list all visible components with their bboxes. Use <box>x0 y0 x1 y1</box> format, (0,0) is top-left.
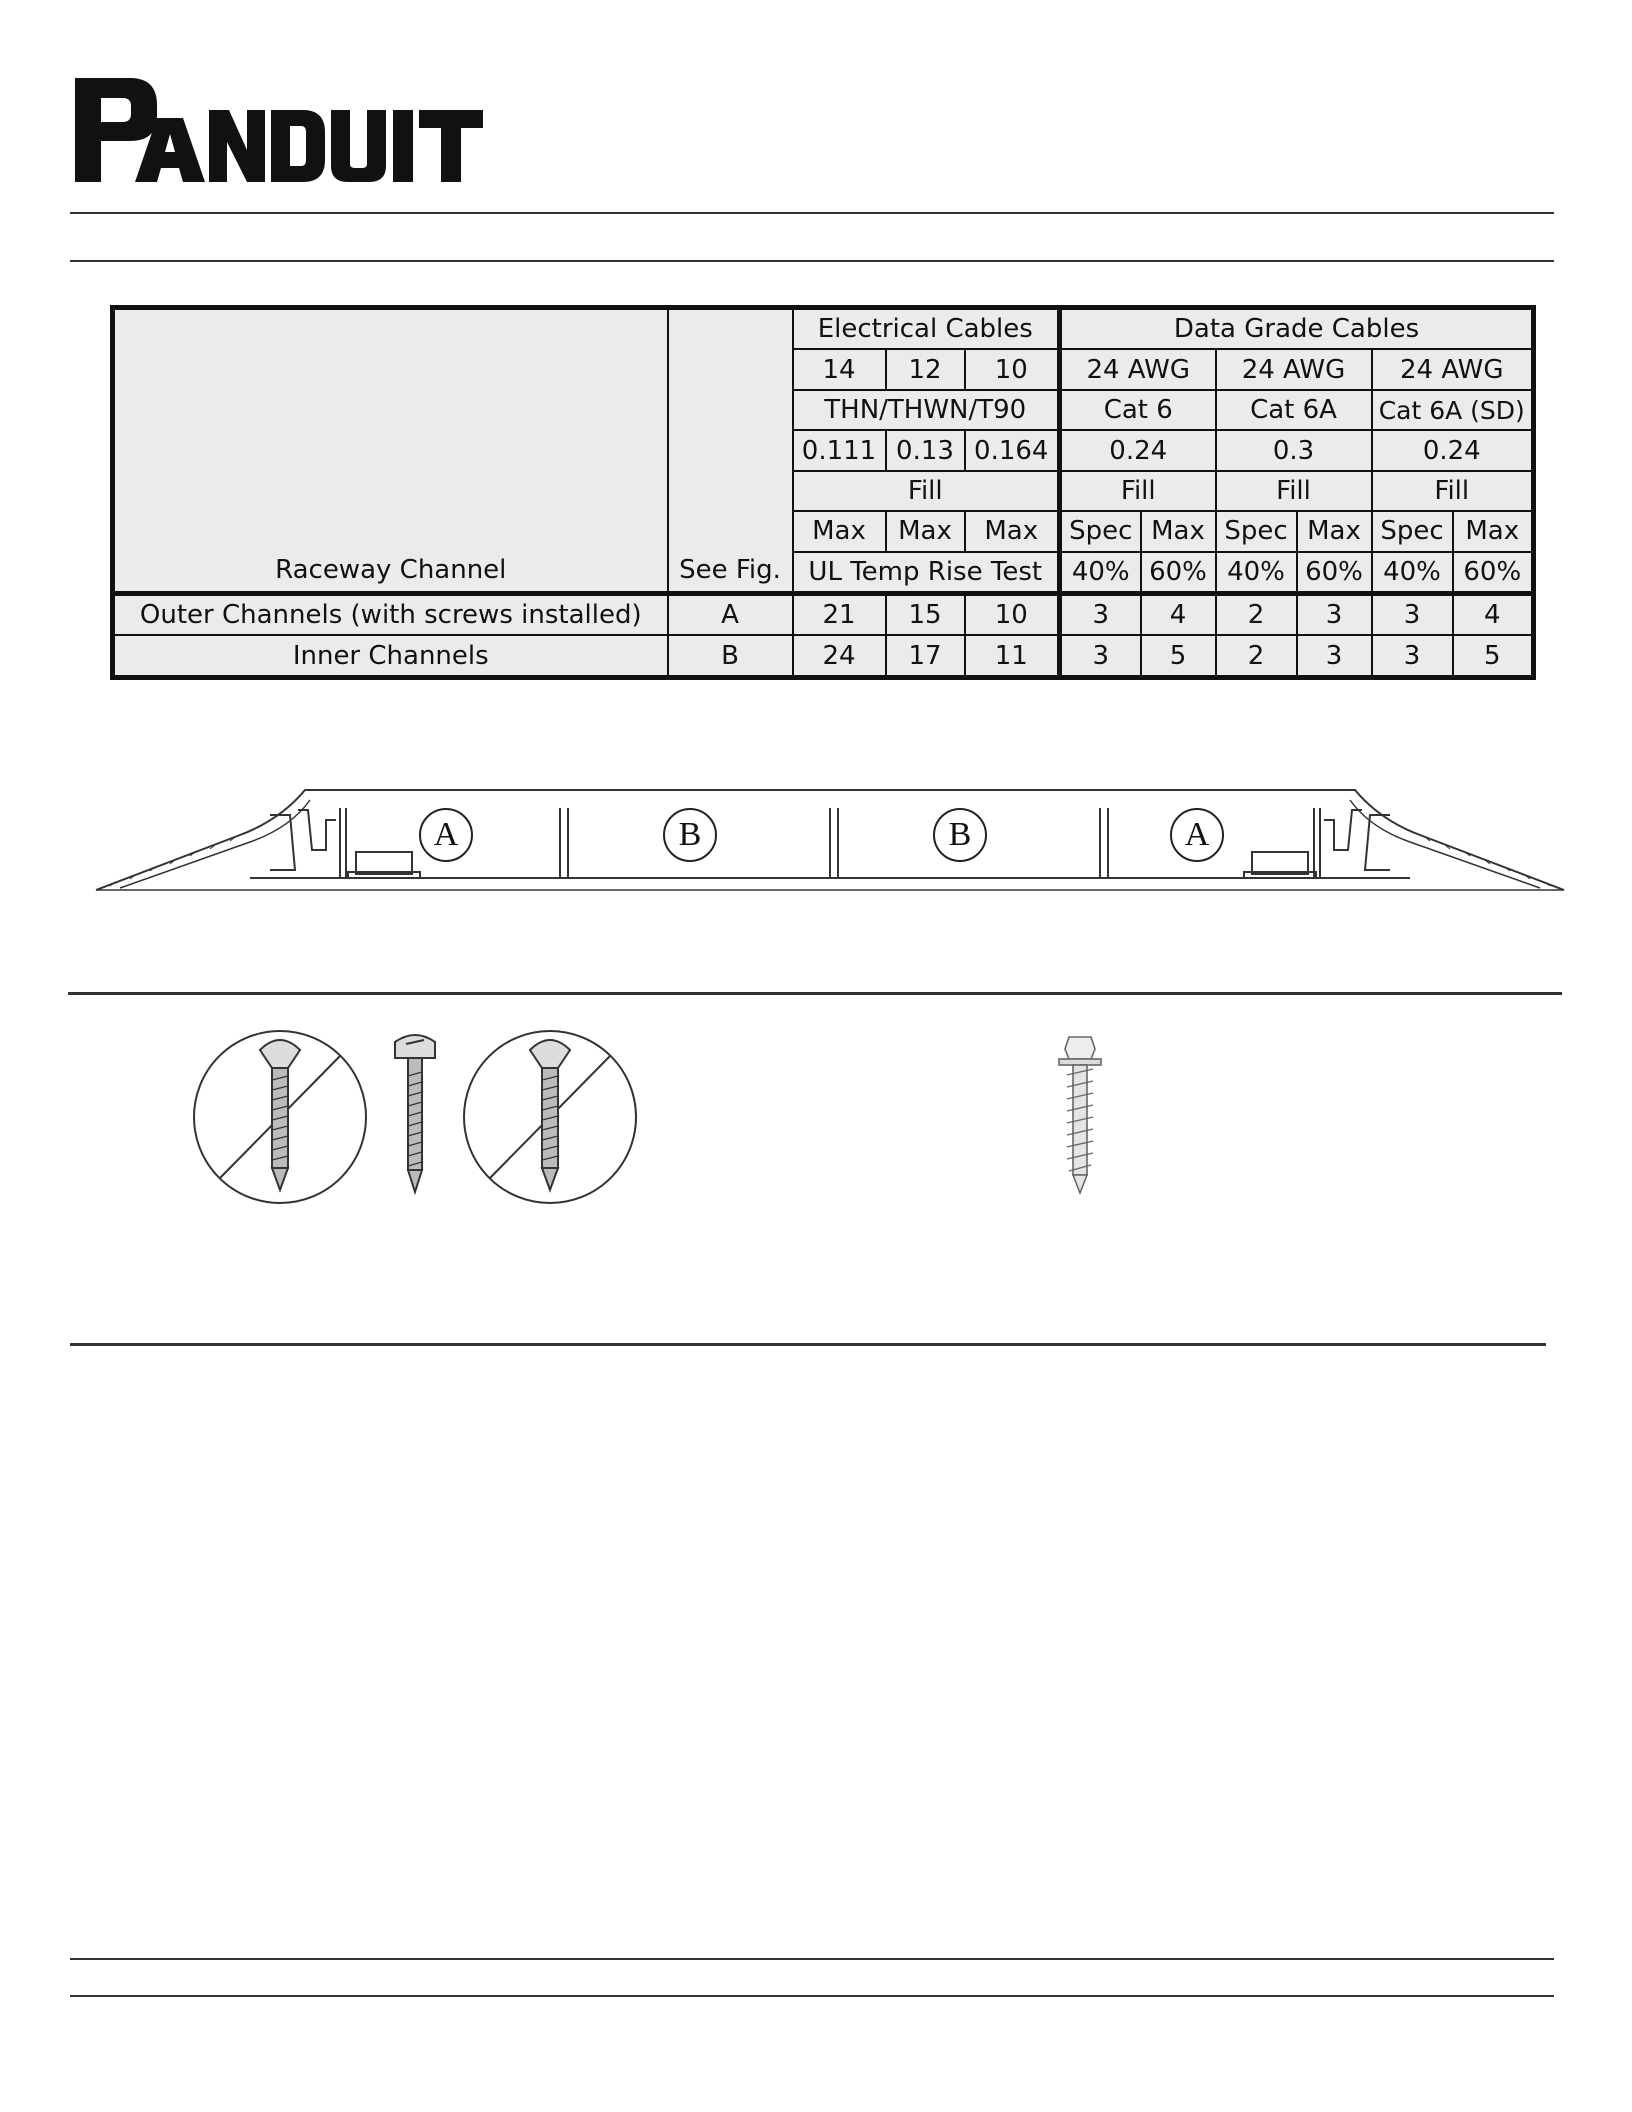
data-max-pct: 60% <box>1453 552 1534 594</box>
elec-size: 10 <box>965 349 1060 389</box>
footer-rule-top <box>70 1958 1554 1960</box>
elec-type: THN/THWN/T90 <box>793 390 1060 430</box>
data-awg: 24 AWG <box>1216 349 1372 389</box>
data-spec: Spec <box>1060 511 1141 551</box>
row-value: 10 <box>965 594 1060 636</box>
table-row <box>113 635 1534 677</box>
data-max: Max <box>1453 511 1534 551</box>
row-value: 3 <box>1060 635 1141 677</box>
row-fig: B <box>668 635 793 677</box>
figure-label: A <box>1184 816 1210 853</box>
figure-label-b-right <box>933 808 987 862</box>
row-value: 4 <box>1453 594 1534 636</box>
row-channel: Outer Channels (with screws installed) <box>113 594 668 636</box>
prohibited-oval-head-screw-icon <box>464 1031 636 1203</box>
elec-max: Max <box>886 511 965 551</box>
elec-fill: Fill <box>793 471 1060 511</box>
footer-rule-bottom <box>70 1995 1554 1997</box>
data-awg: 24 AWG <box>1060 349 1216 389</box>
figure-label: A <box>433 816 459 853</box>
row-fig: A <box>668 594 793 636</box>
header-see-fig: See Fig. <box>668 308 793 594</box>
prohibited-flat-head-screw-icon <box>194 1031 366 1203</box>
data-fill: Fill <box>1060 471 1216 511</box>
figure-label-a-left <box>419 808 473 862</box>
figure-label: B <box>948 816 972 853</box>
elec-diameter: 0.164 <box>965 430 1060 470</box>
data-fill: Fill <box>1372 471 1534 511</box>
header-rule-top <box>70 212 1554 214</box>
hex-washer-head-screw-icon <box>1055 1035 1105 1195</box>
data-spec: Spec <box>1216 511 1297 551</box>
header-electrical-cables: Electrical Cables <box>793 308 1060 350</box>
row-value: 3 <box>1372 635 1453 677</box>
row-value: 21 <box>793 594 886 636</box>
row-value: 24 <box>793 635 886 677</box>
row-channel: Inner Channels <box>113 635 668 677</box>
figure-label-b-left <box>663 808 717 862</box>
row-value: 11 <box>965 635 1060 677</box>
data-diameter: 0.3 <box>1216 430 1372 470</box>
elec-test: UL Temp Rise Test <box>793 552 1060 594</box>
data-fill: Fill <box>1216 471 1372 511</box>
row-value: 5 <box>1141 635 1216 677</box>
row-value: 15 <box>886 594 965 636</box>
row-value: 3 <box>1060 594 1141 636</box>
row-value: 5 <box>1453 635 1534 677</box>
table-row <box>113 594 1534 636</box>
data-max-pct: 60% <box>1297 552 1372 594</box>
row-value: 17 <box>886 635 965 677</box>
data-max: Max <box>1297 511 1372 551</box>
elec-max: Max <box>793 511 886 551</box>
data-max-pct: 60% <box>1141 552 1216 594</box>
data-spec: Spec <box>1372 511 1453 551</box>
elec-diameter: 0.111 <box>793 430 886 470</box>
data-diameter: 0.24 <box>1060 430 1216 470</box>
elec-max: Max <box>965 511 1060 551</box>
section-rule-2 <box>70 1343 1546 1346</box>
data-category: Cat 6A <box>1216 390 1372 430</box>
row-value: 2 <box>1216 594 1297 636</box>
header-data-grade-cables: Data Grade Cables <box>1060 308 1534 350</box>
row-value: 4 <box>1141 594 1216 636</box>
data-category: Cat 6A (SD) <box>1372 390 1534 430</box>
screw-type-illustrations <box>190 1030 650 1205</box>
row-value: 3 <box>1297 594 1372 636</box>
acceptable-pan-head-screw-icon <box>395 1035 435 1192</box>
header-raceway-channel: Raceway Channel <box>113 308 668 594</box>
data-awg: 24 AWG <box>1372 349 1534 389</box>
row-value: 3 <box>1372 594 1453 636</box>
panduit-logo <box>75 78 485 183</box>
section-rule-1 <box>68 992 1562 995</box>
figure-label: B <box>678 816 702 853</box>
data-diameter: 0.24 <box>1372 430 1534 470</box>
raceway-cross-section-figure <box>90 780 1570 900</box>
data-spec-pct: 40% <box>1216 552 1297 594</box>
data-category: Cat 6 <box>1060 390 1216 430</box>
data-max: Max <box>1141 511 1216 551</box>
elec-size: 12 <box>886 349 965 389</box>
row-value: 2 <box>1216 635 1297 677</box>
data-spec-pct: 40% <box>1372 552 1453 594</box>
elec-diameter: 0.13 <box>886 430 965 470</box>
figure-label-a-right <box>1170 808 1224 862</box>
header-rule-bottom <box>70 260 1554 262</box>
elec-size: 14 <box>793 349 886 389</box>
row-value: 3 <box>1297 635 1372 677</box>
data-spec-pct: 40% <box>1060 552 1141 594</box>
cable-fill-table <box>110 305 1536 680</box>
